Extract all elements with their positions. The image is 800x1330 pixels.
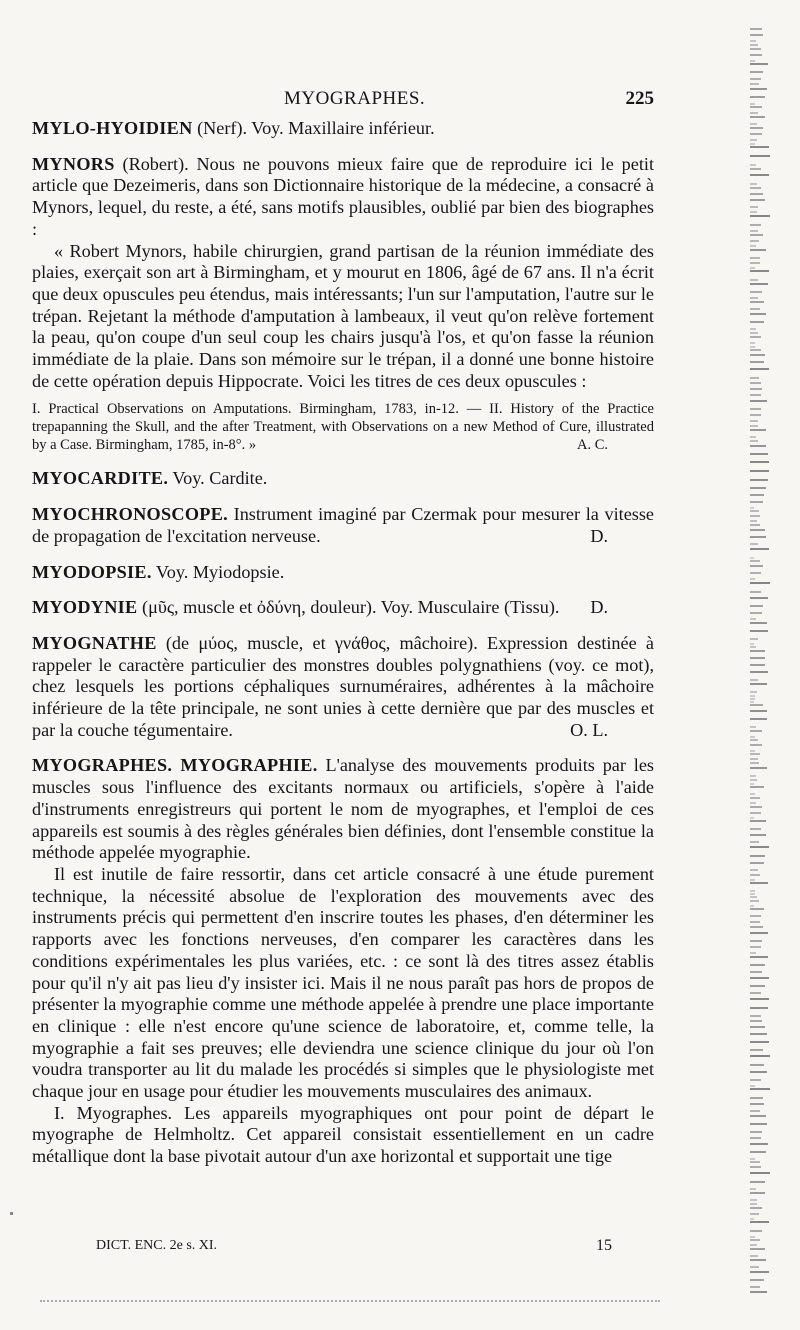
headword: MYOGNATHE	[32, 632, 157, 653]
scan-mark	[750, 279, 758, 281]
scan-mark	[750, 536, 766, 538]
entry-text: (de μύος, muscle, et γνάθος, mâchoire). Expression destinée à rappeler le caractère particulier des monstres doubles polygnathiens (voy. ce mot), chez lesquels les portions céphaliques surnuméraires, adhérentes à la mâchoire inférieure de la tête principale, ne sont unies à cette dernière que par des muscles et par la couche tégumentaire.	[32, 632, 654, 740]
scan-mark	[750, 1218, 754, 1220]
scan-mark	[750, 257, 760, 259]
scan-mark	[750, 283, 768, 285]
scan-mark	[750, 34, 763, 36]
headword: MYOCARDITE.	[32, 468, 169, 489]
scan-mark	[750, 388, 762, 390]
scan-mark	[750, 932, 768, 934]
scan-mark	[750, 998, 769, 1000]
scan-mark	[750, 470, 769, 472]
scan-bottom-edge	[40, 1300, 660, 1305]
scan-mark	[750, 726, 756, 728]
scan-mark	[750, 436, 756, 438]
scan-mark	[750, 1103, 764, 1105]
scan-margin-strip	[750, 28, 772, 1308]
scan-mark	[750, 1123, 767, 1125]
scan-mark	[750, 750, 755, 752]
scan-mark	[750, 1088, 770, 1090]
reference-text: I. Practical Observations on Amputations. Birmingham, 1783, in-12. — II. History of the Practice trepapanning the Skull, and the after Treatment, with Observations on a new Method of Cure, illustrated by a Case. Birmingham, 1785, in-8°. »	[32, 401, 654, 454]
scan-mark	[750, 695, 755, 697]
scan-mark	[750, 321, 764, 323]
scan-mark	[750, 1271, 769, 1273]
scan-mark	[750, 249, 766, 251]
scan-mark	[750, 834, 766, 836]
scan-mark	[750, 597, 768, 599]
scan-mark	[750, 354, 765, 356]
scan-mark	[750, 1181, 765, 1183]
scan-mark	[750, 245, 756, 247]
scan-mark	[750, 1188, 756, 1190]
scan-mark	[750, 985, 765, 987]
scan-mark	[750, 1291, 767, 1293]
scan-mark	[750, 650, 765, 652]
scan-mark	[750, 893, 755, 895]
scan-mark	[750, 565, 763, 567]
scan-mark	[750, 1199, 757, 1201]
scan-mark	[750, 879, 755, 881]
scan-mark	[750, 328, 756, 330]
scan-mark	[750, 952, 756, 954]
scan-mark	[750, 946, 761, 948]
scan-mark	[750, 926, 763, 928]
scan-mark	[750, 40, 756, 42]
entry-text: Voy. Myiodopsie.	[151, 561, 285, 582]
scan-mark	[750, 487, 766, 489]
scan-mark	[750, 174, 769, 176]
scan-mark	[750, 704, 763, 706]
scan-mark	[750, 921, 760, 923]
footer-signature-mark: DICT. ENC. 2e s. XI.	[96, 1238, 218, 1253]
scan-mark	[750, 900, 759, 902]
scan-mark	[750, 346, 755, 348]
scan-mark	[750, 855, 765, 857]
scan-mark	[750, 1110, 760, 1112]
scan-mark	[750, 206, 758, 208]
scan-mark	[750, 377, 759, 379]
scan-mark	[750, 643, 754, 645]
scan-mark	[750, 940, 762, 942]
paragraph: Il est inutile de faire ressortir, dans cet article consacré à une étude purement technique, la nécessité absolue de l'exploration des mouvements avec des instruments précis qui permettent d'en inscrire toutes les phases, d'en déterminer les rapports avec les fonctions nerveuses, d'en comparer les caractères dans les conditions expérimentales les plus variées, etc. : ce sont là des titres assez établis pour qu'il n'y ait pas lieu d'y insister ici. Mais il ne nous paraît pas hors de propos de présenter la myographie comme une méthode appelée à prendre une place importante en clinique : elle n'est encore qu'une science de laboratoire, et, comme telle, la myographie a fait ses preuves; elle deviendra une science clinique du jour où l'on voudra transporter au lit du malade les procédés si simples que le physiologiste met chaque jour en usage pour étudier les mouvements musculaires des animaux.	[32, 863, 654, 1102]
entry-text: L'analyse des mouvements produits par les muscles sous l'influence des excitants normaux ou artificiels, s'opère à l'aide d'instruments enregistreurs qui portent le nom de myographes, et l'emploi de ces appareils est soumis à des règles générales bien définies, dont l'ensemble constitue la méthode appelée myographie.	[32, 755, 655, 863]
scan-mark	[750, 382, 761, 384]
scan-mark	[750, 1143, 768, 1145]
scan-mark	[750, 215, 770, 217]
scan-mark	[750, 1064, 764, 1066]
scan-mark	[750, 779, 757, 781]
scan-mark	[750, 691, 757, 693]
scan-mark	[750, 60, 755, 62]
scan-mark	[750, 44, 758, 46]
scan-mark	[750, 605, 763, 607]
signature: D.	[590, 597, 608, 618]
scan-mark	[750, 48, 761, 50]
scan-mark	[750, 520, 757, 522]
scan-mark	[750, 28, 762, 30]
scan-mark	[750, 63, 768, 65]
scan-mark	[750, 896, 757, 898]
scan-mark	[750, 230, 758, 232]
scan-mark	[750, 905, 754, 907]
scan-mark	[750, 400, 767, 402]
entry-myographes	[32, 755, 654, 864]
scan-mark	[750, 560, 760, 562]
scan-mark	[750, 1221, 769, 1223]
scan-mark	[750, 368, 769, 370]
scan-mark	[750, 630, 768, 632]
headword: MYLO-HYOIDIEN	[32, 118, 193, 138]
scan-mark	[750, 1015, 761, 1017]
scan-mark	[750, 1166, 761, 1168]
scan-mark	[750, 1236, 755, 1238]
scan-mark	[750, 1161, 760, 1163]
scan-mark	[750, 710, 767, 712]
scan-mark	[750, 618, 756, 620]
scan-mark	[750, 133, 762, 135]
scan-mark	[750, 78, 761, 80]
scan-mark	[750, 83, 759, 85]
scan-mark	[750, 1248, 765, 1250]
scan-mark	[750, 793, 755, 795]
scan-mark	[750, 501, 763, 503]
scan-mark	[750, 548, 769, 550]
scan-mark	[750, 123, 757, 125]
scan-mark	[750, 701, 754, 703]
scan-mark	[750, 240, 759, 242]
headword: MYNORS	[32, 153, 115, 174]
scan-mark	[750, 739, 758, 741]
scan-mark	[750, 453, 768, 455]
scan-mark	[750, 992, 761, 994]
scan-mark	[750, 557, 754, 559]
quote-paragraph: « Robert Mynors, habile chirurgien, grand partisan de la réunion immédiate des plaies, exerçait son art à Birmingham, et y mourut en 1806, âgé de 67 ans. Il n'a écrit que deux opuscules peu étendus, mais intéressants; l'un sur l'amputation, l'autre sur le trépan. Rejetant la méthode d'amputation à lambeaux, il veut qu'on relève fortement la peau, qu'on coupe d'un seul coup les chairs jusqu'à l'os, et qu'on fasse la réunion immédiate de la plaie. Dans son mémoire sur le trépan, il a donné une bonne histoire de cette opération depuis Hippocrate. Voici les titres de ces deux opuscules :	[32, 240, 655, 391]
headword: MYODOPSIE.	[32, 561, 152, 582]
signature: D.	[590, 525, 608, 546]
scan-mark	[750, 1279, 764, 1281]
scan-mark	[750, 336, 761, 338]
running-head	[32, 88, 654, 112]
scan-mark	[750, 1244, 757, 1246]
scan-mark	[750, 291, 762, 293]
scan-mark	[750, 1255, 758, 1257]
scan-mark	[750, 187, 761, 189]
signature: O. L.	[570, 719, 608, 740]
scan-mark	[750, 646, 756, 648]
entry-text: Instrument imaginé par Czermak pour mesurer la vitesse de propagation de l'excitation nerveuse.	[32, 504, 654, 546]
scan-mark	[750, 572, 761, 574]
scan-mark	[750, 1041, 769, 1043]
scan-mark	[750, 698, 755, 700]
running-title: MYOGRAPHES.	[284, 88, 426, 109]
scan-mark	[750, 1230, 762, 1232]
scan-mark	[750, 956, 768, 958]
scan-mark	[750, 841, 759, 843]
scan-mark	[750, 977, 769, 979]
scan-mark	[750, 767, 767, 769]
scan-mark	[750, 971, 762, 973]
scan-mark	[750, 270, 769, 272]
entry-myodynie	[32, 597, 654, 619]
scan-mark	[750, 762, 759, 764]
scan-mark	[750, 1213, 759, 1215]
scan-mark	[750, 193, 763, 195]
scan-mark	[750, 267, 755, 269]
scan-mark	[750, 103, 755, 105]
scan-mark	[750, 445, 766, 447]
scan-mark	[750, 1137, 761, 1139]
scan-mark	[750, 106, 762, 108]
scan-mark	[750, 479, 768, 481]
scan-mark	[750, 783, 754, 785]
scan-mark	[750, 775, 756, 777]
scan-mark	[750, 494, 764, 496]
scan-mark	[750, 591, 761, 593]
scan-mark	[750, 301, 764, 303]
scan-mark	[750, 1071, 767, 1073]
scan-mark	[750, 915, 761, 917]
scan-mark	[750, 543, 758, 545]
scan-mark	[750, 862, 764, 864]
scan-mark	[750, 168, 761, 170]
scan-mark	[750, 797, 760, 799]
entry-text: (μῦς, muscle et ὀδύνη, douleur). Voy. Musculaire (Tissu).	[137, 597, 560, 618]
scan-mark	[750, 183, 757, 185]
scan-mark	[750, 582, 770, 584]
scan-mark	[750, 112, 758, 114]
scan-mark	[750, 1049, 763, 1051]
entry-mynors	[32, 154, 654, 241]
scan-mark	[750, 964, 765, 966]
scan-mark	[750, 313, 766, 315]
entry-myocardite	[32, 468, 654, 490]
scan-mark	[750, 1203, 757, 1205]
scan-mark	[750, 143, 755, 145]
scan-mark	[750, 155, 770, 157]
scan-mark	[750, 139, 757, 141]
entry-text: (Nerf). Voy. Maxillaire inférieur.	[192, 118, 435, 138]
scan-mark	[750, 1158, 755, 1160]
scan-mark	[750, 730, 762, 732]
scan-mark	[750, 146, 769, 148]
scan-mark	[750, 440, 758, 442]
scan-speck	[10, 1212, 13, 1215]
scan-mark	[750, 408, 761, 410]
body-text	[32, 118, 654, 1168]
scan-mark	[750, 679, 758, 681]
scan-mark	[750, 342, 755, 344]
paragraph: I. Myographes. Les appareils myographiques ont pour point de départ le myographe de Helmholtz. Cet appareil consistait essentiellement en un cadre métallique dont la base pivotait autour d'un axe horizontal et supportait une tige	[32, 1102, 654, 1167]
scan-mark	[750, 1026, 765, 1028]
scan-mark	[750, 908, 764, 910]
scan-mark	[750, 199, 765, 201]
scan-mark	[750, 1055, 770, 1057]
scan-mark	[750, 736, 755, 738]
scan-mark	[750, 744, 762, 746]
scan-mark	[750, 425, 758, 427]
scan-mark	[750, 1172, 770, 1174]
entry-myochronoscope	[32, 504, 654, 547]
scan-mark	[750, 753, 760, 755]
entry-mylo-hyoidien	[32, 118, 654, 140]
scan-mark	[750, 529, 765, 531]
scan-mark	[750, 349, 761, 351]
scan-mark	[750, 127, 763, 129]
references	[32, 400, 654, 454]
scan-mark	[750, 515, 760, 517]
entry-text: Voy. Cardite.	[168, 468, 268, 489]
scan-mark	[750, 786, 764, 788]
scan-mark	[750, 657, 765, 659]
scan-mark	[750, 414, 761, 416]
scan-mark	[750, 874, 760, 876]
headword: MYODYNIE	[32, 597, 138, 618]
scan-mark	[750, 671, 768, 673]
scan-mark	[750, 1192, 765, 1194]
scan-mark	[750, 664, 765, 666]
headword: MYOCHRONOSCOPE.	[32, 504, 228, 525]
scan-mark	[750, 361, 764, 363]
scan-mark	[750, 262, 760, 264]
scan-mark	[750, 524, 760, 526]
scan-mark	[750, 1097, 763, 1099]
scan-mark	[750, 1259, 766, 1261]
scan-mark	[750, 806, 762, 808]
scan-mark	[750, 332, 758, 334]
scan-mark	[750, 638, 758, 640]
scan-mark	[750, 758, 758, 760]
scan-mark	[750, 1007, 768, 1009]
scan-mark	[750, 802, 756, 804]
scan-mark	[750, 54, 762, 56]
scan-mark	[750, 510, 759, 512]
footer	[96, 1238, 636, 1254]
scan-mark	[750, 1033, 767, 1035]
scan-mark	[750, 812, 761, 814]
scan-mark	[750, 96, 765, 98]
scan-mark	[750, 88, 767, 90]
scan-mark	[750, 1020, 762, 1022]
scan-mark	[750, 1151, 766, 1153]
scan-mark	[750, 817, 754, 819]
scan-mark	[750, 1079, 761, 1081]
scan-mark	[750, 71, 763, 73]
headword: MYOGRAPHES. MYOGRAPHIE.	[32, 755, 318, 776]
scan-mark	[750, 420, 758, 422]
scan-mark	[750, 869, 758, 871]
scan-mark	[750, 612, 762, 614]
scan-mark	[750, 164, 756, 166]
scan-mark	[750, 429, 766, 431]
page-number: 225	[625, 88, 654, 109]
scan-mark	[750, 578, 755, 580]
scan-mark	[750, 1115, 766, 1117]
entry-myodopsie	[32, 562, 654, 584]
entry-myognathe	[32, 633, 654, 742]
scan-mark	[750, 224, 761, 226]
scan-mark	[750, 394, 761, 396]
scan-mark	[750, 1131, 762, 1133]
signature: A. C.	[576, 437, 608, 454]
scan-mark	[750, 1266, 759, 1268]
scan-mark	[750, 507, 754, 509]
scan-mark	[750, 234, 763, 236]
scan-mark	[750, 211, 757, 213]
scan-mark	[750, 820, 766, 822]
scan-mark	[750, 1207, 762, 1209]
scan-mark	[750, 882, 768, 884]
scan-mark	[750, 1286, 760, 1288]
scan-mark	[750, 890, 755, 892]
scan-mark	[750, 828, 761, 830]
scan-mark	[750, 718, 767, 720]
scan-mark	[750, 116, 765, 118]
scan-mark	[750, 1239, 760, 1241]
scan-mark	[750, 297, 758, 299]
scan-mark	[750, 683, 767, 685]
scan-mark	[750, 1085, 755, 1087]
entry-text: (Robert). Nous ne pouvons mieux faire que de reproduire ici le petit article que Dezeimeris, dans son Dictionnaire historique de la médecine, a consacré à Mynors, lequel, du reste, a été, sans motifs plausibles, oublié par bien des biographes :	[32, 153, 654, 239]
scan-mark	[750, 622, 767, 624]
footer-gathering-number: 15	[596, 1237, 612, 1254]
scan-mark	[750, 308, 760, 310]
scan-mark	[750, 461, 769, 463]
scan-mark	[750, 846, 769, 848]
